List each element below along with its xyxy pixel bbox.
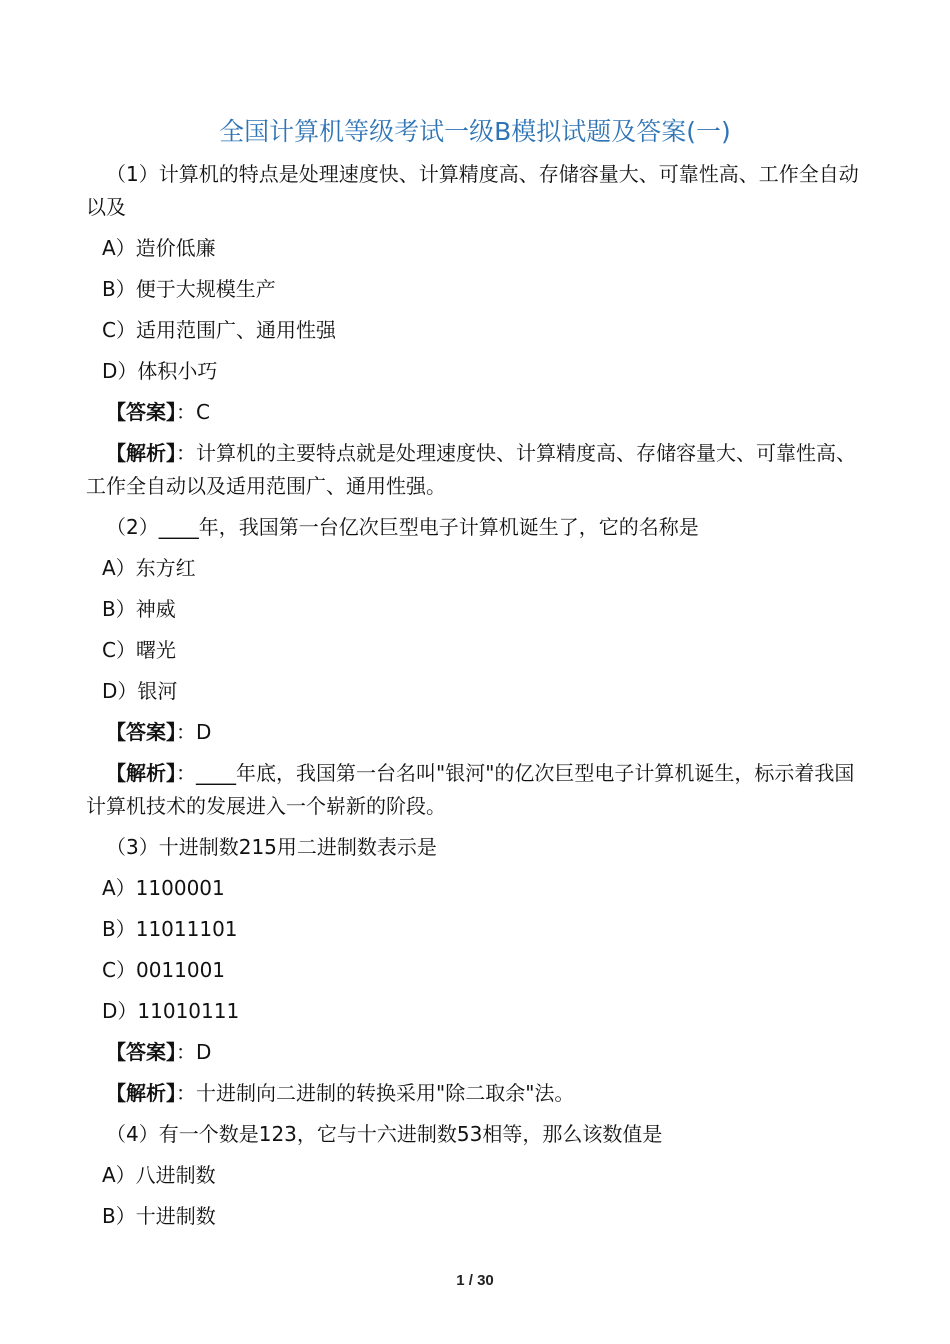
option-d: D）体积小巧 xyxy=(102,359,218,383)
option-b: B）十进制数 xyxy=(102,1204,216,1228)
explanation-text: ：____年底，我国第一台名叫"银河"的亿次巨型电子计算机诞生，标示着我国计算机技术的发展进入一个崭新的阶段。 xyxy=(86,761,855,818)
page-number: 1 / 30 xyxy=(456,1272,494,1289)
option-a: A）1100001 xyxy=(102,876,225,900)
document-body xyxy=(86,158,864,1241)
option-c: C）0011001 xyxy=(102,958,226,982)
question-block xyxy=(86,158,864,503)
question-block xyxy=(86,511,864,823)
explanation-text: ：十进制向二进制的转换采用"除二取余"法。 xyxy=(176,1081,575,1105)
answer-tag: 【答案】 xyxy=(106,1040,176,1064)
answer-line xyxy=(86,396,864,429)
question-stem: （3）十进制数215用二进制数表示是 xyxy=(106,835,437,859)
explanation-line xyxy=(86,757,864,823)
answer-tag: 【答案】 xyxy=(106,400,176,424)
answer-line xyxy=(86,1036,864,1069)
option-a: A）八进制数 xyxy=(102,1163,216,1187)
explanation-text: ：计算机的主要特点就是处理速度快、计算精度高、存储容量大、可靠性高、工作全自动以及适用范围广、通用性强。 xyxy=(86,441,856,498)
explanation-line xyxy=(86,437,864,503)
question-stem: （4）有一个数是123，它与十六进制数53相等，那么该数值是 xyxy=(106,1122,663,1146)
question-block xyxy=(86,1118,864,1233)
option-a: A）东方红 xyxy=(102,556,196,580)
option-b: B）11011101 xyxy=(102,917,238,941)
option-d: D）11010111 xyxy=(102,999,240,1023)
option-d: D）银河 xyxy=(102,679,178,703)
explanation-tag: 【解析】 xyxy=(106,1081,176,1105)
answer-tag: 【答案】 xyxy=(106,720,176,744)
document-title: 全国计算机等级考试一级B模拟试题及答案(一) xyxy=(219,117,731,146)
answer-value: ：D xyxy=(176,720,212,744)
option-a: A）造价低廉 xyxy=(102,236,216,260)
option-c: C）曙光 xyxy=(102,638,176,662)
explanation-tag: 【解析】 xyxy=(106,761,176,785)
answer-value: ：D xyxy=(176,1040,212,1064)
explanation-line xyxy=(86,1077,864,1110)
option-c: C）适用范围广、通用性强 xyxy=(102,318,336,342)
explanation-tag: 【解析】 xyxy=(106,441,176,465)
question-stem: （2）____年，我国第一台亿次巨型电子计算机诞生了，它的名称是 xyxy=(106,515,699,539)
option-b: B）神威 xyxy=(102,597,176,621)
question-block xyxy=(86,831,864,1110)
answer-value: ：C xyxy=(176,400,210,424)
answer-line xyxy=(86,716,864,749)
option-b: B）便于大规模生产 xyxy=(102,277,276,301)
question-stem: （1）计算机的特点是处理速度快、计算精度高、存储容量大、可靠性高、工作全自动以及 xyxy=(86,162,859,219)
